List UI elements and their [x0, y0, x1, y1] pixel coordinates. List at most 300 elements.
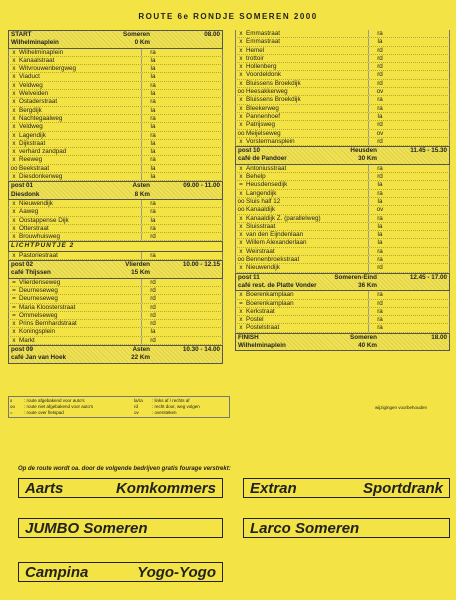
route-marker: x	[12, 56, 16, 64]
start-place: Someren	[123, 31, 150, 38]
direction: la	[368, 181, 391, 188]
route-row	[8, 156, 223, 164]
direction: ra	[141, 208, 164, 215]
direction: rd	[368, 80, 391, 87]
spacer	[164, 217, 222, 224]
direction: ra	[368, 105, 391, 112]
sponsor-box	[243, 478, 450, 498]
direction: la	[141, 165, 164, 172]
route-marker: x	[12, 251, 16, 259]
legend-text: : oversteken	[152, 410, 177, 415]
spacer	[391, 88, 449, 95]
sponsor-box	[243, 518, 450, 538]
sponsor-product: Sportdrank	[362, 480, 443, 497]
route-marker: x	[12, 48, 16, 56]
route-marker: x	[12, 65, 16, 73]
street-name: Koningsplein	[19, 328, 56, 336]
spacer	[391, 300, 449, 307]
direction: rd	[368, 63, 391, 70]
route-row	[235, 165, 450, 173]
direction: la	[141, 173, 164, 180]
route-row	[8, 140, 223, 148]
sponsor-name: JUMBO Someren	[25, 520, 148, 537]
route-row	[8, 328, 223, 336]
post-time: 12.45 - 17.00	[409, 273, 447, 281]
route-row	[235, 316, 450, 324]
spacer	[391, 181, 449, 188]
direction: la	[368, 223, 391, 230]
direction: ra	[141, 49, 164, 56]
spacer	[164, 337, 222, 344]
lichtpuntje-label: LICHTPUNTJE 2	[8, 241, 223, 251]
street-name: Antoniusstraat	[246, 164, 287, 172]
post-sub: café de Pandoer	[238, 155, 287, 163]
route-marker: x	[12, 208, 16, 216]
post-10-block	[235, 146, 450, 165]
legend-key: la/ra	[134, 398, 143, 403]
route-marker: oo	[237, 197, 245, 205]
direction: rd	[141, 320, 164, 327]
spacer	[164, 295, 222, 302]
route-marker: x	[239, 324, 243, 332]
spacer	[391, 223, 449, 230]
route-marker: x	[12, 224, 16, 232]
legend-text: : links af / rechts af	[152, 398, 190, 403]
route-row	[8, 200, 223, 208]
route-list	[235, 165, 450, 273]
route-list	[8, 49, 223, 182]
route-list	[235, 291, 450, 332]
route-row	[235, 264, 450, 272]
direction: ra	[368, 96, 391, 103]
route-marker: oo	[237, 206, 245, 214]
route-row	[235, 181, 450, 189]
route-row	[8, 287, 223, 295]
street-name: Veldweg	[19, 81, 43, 89]
route-list	[8, 279, 223, 345]
sponsor-box	[18, 518, 223, 538]
route-marker: x	[239, 231, 243, 239]
route-row	[235, 215, 450, 223]
direction: ra	[368, 324, 391, 331]
route-row	[235, 190, 450, 198]
spacer	[391, 80, 449, 87]
post-place: Asten	[132, 345, 150, 353]
street-name: Bluissens Broekdijk	[246, 79, 301, 87]
post-km: 36 Km	[358, 281, 377, 289]
spacer	[391, 316, 449, 323]
direction: rd	[368, 121, 391, 128]
post-label: post 11	[238, 273, 260, 281]
spacer	[391, 173, 449, 180]
sponsor-name: Extran	[250, 480, 297, 497]
spacer	[391, 264, 449, 271]
route-marker: x	[239, 71, 243, 79]
direction: ra	[141, 225, 164, 232]
direction: la	[141, 65, 164, 72]
street-name: Sluis half 12	[246, 197, 281, 205]
route-row	[235, 223, 450, 231]
street-name: Pannenhoef	[246, 112, 280, 120]
route-row	[235, 198, 450, 206]
street-name: Kanaaldijk Z. (paralleIweg)	[246, 214, 321, 222]
route-row	[235, 113, 450, 121]
direction: ra	[141, 98, 164, 105]
spacer	[164, 233, 222, 240]
spacer	[164, 156, 222, 163]
route-marker: x	[239, 307, 243, 315]
route-marker: x	[239, 222, 243, 230]
route-row	[8, 295, 223, 303]
direction: la	[141, 73, 164, 80]
street-name: Behelp	[246, 173, 266, 181]
route-row	[235, 55, 450, 63]
direction: ra	[368, 291, 391, 298]
street-name: Boerenkamplaan	[246, 299, 294, 307]
sponsor-box	[18, 562, 223, 582]
route-row	[235, 96, 450, 104]
spacer	[164, 287, 222, 294]
spacer	[164, 98, 222, 105]
spacer	[391, 55, 449, 62]
spacer	[391, 239, 449, 246]
street-name: Patrijsweg	[246, 121, 276, 129]
street-name: Heusdensedijk	[246, 181, 288, 189]
route-marker: x	[12, 131, 16, 139]
legend-key: rd	[134, 404, 139, 409]
route-marker: x	[239, 164, 243, 172]
street-name: Nieuwendijk	[246, 264, 280, 272]
route-marker: x	[239, 104, 243, 112]
post-sub: café Jan van Hoek	[11, 354, 66, 362]
street-name: Bluissens Broekdijk	[246, 96, 301, 104]
street-name: Weirstraat	[246, 247, 275, 255]
direction: la	[368, 198, 391, 205]
route-row	[8, 49, 223, 57]
post-02-block	[8, 260, 223, 279]
street-name: Welveiden	[19, 90, 49, 98]
sponsor-product: Komkommers	[115, 480, 216, 497]
route-row	[235, 291, 450, 299]
route-row	[235, 300, 450, 308]
post-time: 11.45 - 15.30	[410, 147, 447, 155]
spacer	[164, 208, 222, 215]
spacer	[164, 148, 222, 155]
route-marker: x	[239, 264, 243, 272]
sponsor-intro: Op de route wordt oa. door de volgende bedrijven gratis fourage verstrekt:	[18, 466, 231, 472]
route-row	[235, 80, 450, 88]
spacer	[391, 71, 449, 78]
route-marker: =	[12, 295, 16, 303]
spacer	[164, 132, 222, 139]
street-name: Nachtegaalweg	[19, 114, 63, 122]
direction: la	[141, 140, 164, 147]
route-marker: x	[239, 189, 243, 197]
route-marker: x	[12, 139, 16, 147]
finish-km: 40 Km	[358, 341, 377, 349]
spacer	[391, 38, 449, 45]
post-km: 15 Km	[131, 269, 150, 277]
route-row	[235, 71, 450, 79]
direction: rd	[141, 287, 164, 294]
route-row	[8, 233, 223, 241]
spacer	[164, 328, 222, 335]
spacer	[391, 248, 449, 255]
spacer	[391, 96, 449, 103]
direction: ra	[141, 156, 164, 163]
finish-place: Someren	[350, 333, 377, 341]
route-marker: x	[239, 112, 243, 120]
route-marker: x	[239, 239, 243, 247]
post-km: 22 Km	[131, 354, 150, 362]
direction: rd	[368, 300, 391, 307]
spacer	[164, 115, 222, 122]
finish-time: 18.00	[431, 333, 447, 341]
route-row	[235, 121, 450, 129]
route-row	[8, 252, 223, 260]
street-name: Otterstraat	[19, 224, 49, 232]
route-marker: x	[239, 46, 243, 54]
legend-text: : route niet afgebakend voor auto's	[24, 404, 94, 409]
route-marker: x	[12, 114, 16, 122]
spacer	[164, 173, 222, 180]
street-name: Postel	[246, 316, 264, 324]
spacer	[164, 252, 222, 259]
post-label: post 10	[238, 147, 261, 155]
route-row	[235, 130, 450, 138]
street-name: Kanaaldijk	[246, 206, 276, 214]
route-row	[235, 105, 450, 113]
direction: ra	[368, 215, 391, 222]
spacer	[391, 324, 449, 331]
post-km: 30 Km	[358, 155, 377, 163]
route-row	[235, 206, 450, 214]
route-row	[235, 30, 450, 38]
direction: rd	[368, 173, 391, 180]
direction: la	[141, 90, 164, 97]
route-list	[8, 252, 223, 260]
direction: ra	[368, 30, 391, 37]
post-label: post 02	[11, 261, 34, 269]
post-label: post 09	[11, 345, 34, 353]
route-row	[8, 320, 223, 328]
route-row	[235, 88, 450, 96]
direction: la	[368, 38, 391, 45]
direction: ra	[368, 165, 391, 172]
direction: ra	[368, 316, 391, 323]
route-row	[235, 239, 450, 247]
route-list	[8, 200, 223, 241]
post-09-block	[8, 345, 223, 364]
route-row	[8, 90, 223, 98]
street-name: Prins Bernhardstraat	[19, 320, 77, 328]
street-name: Viaduct	[19, 73, 40, 81]
route-marker: x	[12, 173, 16, 181]
route-marker: x	[239, 79, 243, 87]
post-sub: café Thijssen	[11, 269, 51, 277]
spacer	[164, 90, 222, 97]
spacer	[391, 256, 449, 263]
legend-key: ov	[134, 410, 139, 415]
street-name: Ommelseweg	[19, 311, 58, 319]
direction: la	[368, 239, 391, 246]
street-name: Dijkstraat	[19, 139, 46, 147]
street-name: Markt	[19, 336, 35, 344]
street-name: Bleekerweg	[246, 104, 279, 112]
post-11-block	[235, 273, 450, 292]
sponsor-box	[18, 478, 223, 498]
spacer	[391, 113, 449, 120]
post-sub: café rest. de Platte Vonder	[238, 281, 317, 289]
direction: la	[141, 107, 164, 114]
street-name: verhard zandpad	[19, 148, 67, 156]
direction: rd	[141, 233, 164, 240]
spacer	[164, 140, 222, 147]
route-marker: x	[12, 336, 16, 344]
street-name: Kanaalstraat	[19, 56, 55, 64]
route-row	[8, 65, 223, 73]
street-name: Veldweg	[19, 123, 43, 131]
route-row	[8, 208, 223, 216]
legend-text: : recht door, weg volgen	[152, 404, 200, 409]
finish-sub: Wilhelminaplein	[238, 341, 286, 349]
route-row	[8, 337, 223, 345]
spacer	[391, 105, 449, 112]
route-marker: x	[12, 233, 16, 241]
route-marker: =	[12, 278, 16, 286]
spacer	[391, 308, 449, 315]
legend-key: x	[10, 398, 13, 403]
legend-text: : route over fietspad	[24, 410, 64, 415]
route-row	[235, 138, 450, 146]
direction: ra	[141, 252, 164, 259]
route-column-right	[235, 30, 450, 351]
disclaimer: wijzigingen voorbehouden	[375, 405, 428, 410]
spacer	[391, 130, 449, 137]
route-row	[235, 63, 450, 71]
street-name: Witvrouwenbergweg	[19, 65, 77, 73]
route-row	[8, 123, 223, 131]
finish-label: FINISH	[238, 333, 259, 341]
route-marker: x	[12, 90, 16, 98]
route-column-left	[8, 30, 223, 364]
direction: rd	[141, 295, 164, 302]
route-marker: x	[12, 123, 16, 131]
route-row	[8, 82, 223, 90]
direction: rd	[141, 279, 164, 286]
route-marker: oo	[237, 129, 245, 137]
post-label: post 01	[11, 182, 34, 190]
route-marker: x	[239, 54, 243, 62]
route-marker: =	[12, 303, 16, 311]
route-marker: =	[239, 299, 243, 307]
sponsor-name: Campina	[25, 564, 89, 581]
post-time: 09.00 - 11.00	[183, 182, 220, 190]
route-marker: x	[239, 121, 243, 129]
route-row	[235, 248, 450, 256]
direction: rd	[141, 312, 164, 319]
direction: ra	[368, 256, 391, 263]
street-name: Voordeldonk	[246, 71, 282, 79]
direction: ov	[368, 206, 391, 213]
route-row	[8, 312, 223, 320]
direction: la	[141, 57, 164, 64]
route-marker: x	[239, 214, 243, 222]
spacer	[391, 231, 449, 238]
direction: ra	[141, 132, 164, 139]
route-list	[235, 30, 450, 146]
direction: ra	[141, 115, 164, 122]
direction: rd	[368, 138, 391, 145]
post-place: Someren-Eind	[334, 273, 377, 281]
spacer	[164, 73, 222, 80]
direction: la	[368, 113, 391, 120]
route-marker: oo	[237, 256, 245, 264]
direction: ra	[368, 308, 391, 315]
spacer	[164, 82, 222, 89]
route-marker: x	[239, 96, 243, 104]
route-marker: =	[12, 311, 16, 319]
street-name: Bennenbroekstraat	[246, 256, 300, 264]
street-name: Wilhelminaplein	[19, 48, 64, 56]
route-row	[8, 304, 223, 312]
spacer	[391, 291, 449, 298]
route-marker: x	[12, 216, 16, 224]
post-time: 10.00 - 12.15	[182, 261, 220, 269]
route-marker: x	[239, 316, 243, 324]
finish-block	[235, 333, 450, 352]
spacer	[391, 47, 449, 54]
street-name: Hollenberg	[246, 63, 277, 71]
route-marker: x	[239, 38, 243, 46]
spacer	[164, 107, 222, 114]
street-name: Reeweg	[19, 156, 43, 164]
route-marker: x	[12, 328, 16, 336]
route-row	[8, 98, 223, 106]
spacer	[391, 121, 449, 128]
route-marker: =	[12, 286, 16, 294]
route-row	[8, 173, 223, 181]
street-name: Vorstermansplein	[246, 137, 295, 145]
spacer	[164, 304, 222, 311]
direction: ra	[141, 82, 164, 89]
street-name: Lagendijk	[19, 131, 46, 139]
route-marker: x	[12, 106, 16, 114]
street-name: Aaweg	[19, 208, 39, 216]
route-marker: x	[239, 247, 243, 255]
route-row	[235, 47, 450, 55]
route-row	[8, 57, 223, 65]
route-marker: x	[12, 320, 16, 328]
route-marker: x	[239, 30, 243, 37]
route-marker: x	[12, 199, 16, 207]
street-name: Bergdijk	[19, 106, 42, 114]
route-row	[8, 165, 223, 173]
route-row	[235, 38, 450, 46]
route-row	[235, 256, 450, 264]
route-row	[8, 115, 223, 123]
street-name: Deurneseweg	[19, 295, 58, 303]
spacer	[391, 138, 449, 145]
spacer	[164, 57, 222, 64]
street-name: Oostappense Dijk	[19, 216, 69, 224]
route-marker: oo	[10, 164, 18, 172]
spacer	[391, 63, 449, 70]
direction: rd	[368, 264, 391, 271]
route-marker: oo	[237, 88, 245, 96]
sponsor-name: Aarts	[25, 480, 64, 497]
route-marker: x	[12, 73, 16, 81]
